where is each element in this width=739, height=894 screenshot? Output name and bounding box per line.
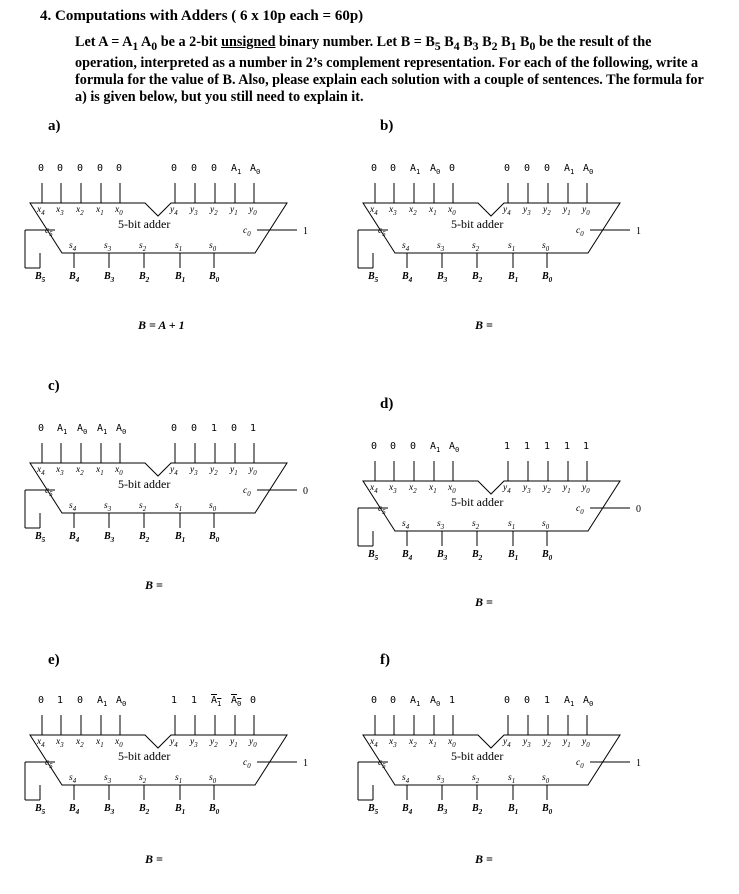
- x-input-value: 0: [77, 163, 84, 174]
- y-pin-label: $y_3$: [523, 483, 531, 495]
- y-pin-label: $y_3$: [190, 737, 198, 749]
- x-pin-label: $x_0$: [448, 737, 456, 749]
- adder-diagram-a: [0, 156, 308, 332]
- x-pin-label: $x_0$: [448, 205, 456, 217]
- y-input-value: 0: [231, 423, 238, 434]
- y-pin-label: $y_1$: [230, 737, 238, 749]
- y-pin-label: $y_2$: [210, 205, 218, 217]
- y-input-value: $A_0$: [583, 163, 594, 176]
- c5-pin-label: $c_5$: [378, 226, 386, 238]
- x-input-value: 0: [371, 163, 378, 174]
- c0-pin-label: $c_0$: [576, 226, 584, 238]
- carry-in-value: 0: [303, 486, 308, 497]
- adder-title: 5-bit adder: [451, 217, 504, 231]
- output-label: $B_4$: [69, 531, 80, 544]
- carry-in-value: 1: [636, 758, 641, 769]
- y-pin-label: $y_4$: [503, 205, 511, 217]
- x-input-value: $A_1$: [97, 695, 108, 708]
- x-input-value: $A_1$: [97, 423, 108, 436]
- s-pin-label: $s_4$: [69, 773, 77, 785]
- y-input-value: 1: [564, 441, 571, 452]
- y-input-value: $A_0$: [583, 695, 594, 708]
- y-pin-label: $y_2$: [210, 465, 218, 477]
- x-pin-label: $x_2$: [76, 205, 84, 217]
- y-pin-label: $y_0$: [582, 483, 590, 495]
- y-input-value: 0: [191, 163, 198, 174]
- x-input-value: 0: [371, 441, 378, 452]
- output-label: $B_2$: [472, 549, 483, 562]
- y-pin-label: $y_1$: [230, 465, 238, 477]
- adder-diagram-f: [333, 688, 641, 866]
- carry-in-value: 1: [636, 226, 641, 237]
- adder-title: 5-bit adder: [451, 495, 504, 509]
- output-label: $B_4$: [69, 271, 80, 284]
- s-pin-label: $s_2$: [472, 773, 480, 785]
- output-label: $B_3$: [437, 549, 448, 562]
- y-input-value: 1: [211, 423, 218, 434]
- y-input-value: 1: [191, 695, 198, 706]
- s-pin-label: $s_0$: [542, 241, 550, 253]
- part-label-a: a): [48, 118, 61, 134]
- x-pin-label: $x_3$: [389, 205, 397, 217]
- x-pin-label: $x_4$: [370, 737, 378, 749]
- x-input-value: $A_0$: [116, 695, 127, 708]
- formula-text: B =: [475, 595, 493, 609]
- output-label: $B_2$: [139, 803, 150, 816]
- s-pin-label: $s_0$: [542, 519, 550, 531]
- s-pin-label: $s_4$: [402, 241, 410, 253]
- intro-line1-post: binary number. Let B = B: [275, 34, 435, 50]
- y-input-value: 0: [191, 423, 198, 434]
- c0-pin-label: $c_0$: [243, 758, 251, 770]
- s-pin-label: $s_3$: [437, 773, 445, 785]
- output-label: $B_5$: [35, 271, 46, 284]
- adder-diagram-d: [333, 434, 641, 609]
- output-label: $B_5$: [35, 803, 46, 816]
- output-label: $B_1$: [508, 271, 519, 284]
- x-pin-label: $x_4$: [37, 465, 45, 477]
- x-pin-label: $x_2$: [409, 483, 417, 495]
- y-pin-label: $y_1$: [230, 205, 238, 217]
- output-label: $B_2$: [472, 271, 483, 284]
- part-label-b: b): [380, 118, 394, 134]
- x-input-value: 0: [57, 163, 64, 174]
- s-pin-label: $s_4$: [69, 501, 77, 513]
- y-pin-label: $y_4$: [170, 737, 178, 749]
- x-input-value: 0: [38, 163, 45, 174]
- y-input-value: 1: [171, 695, 178, 706]
- output-label: $B_2$: [472, 803, 483, 816]
- y-input-value: $A_1$: [564, 163, 575, 176]
- x-pin-label: $x_1$: [96, 205, 104, 217]
- x-input-value: 0: [390, 163, 397, 174]
- intro-line1-pre: Let A = A: [75, 34, 133, 50]
- y-input-value: 0: [171, 423, 178, 434]
- y-pin-label: $y_0$: [249, 465, 257, 477]
- s-pin-label: $s_3$: [437, 241, 445, 253]
- y-pin-label: $y_2$: [543, 483, 551, 495]
- output-label: $B_4$: [402, 549, 413, 562]
- output-label: $B_5$: [368, 271, 379, 284]
- x-pin-label: $x_2$: [409, 737, 417, 749]
- output-label: $B_0$: [542, 549, 553, 562]
- adder-diagram-c: [0, 416, 308, 592]
- y-pin-label: $y_0$: [582, 205, 590, 217]
- x-input-value: 0: [38, 695, 45, 706]
- output-label: $B_4$: [402, 271, 413, 284]
- output-label: $B_5$: [368, 549, 379, 562]
- adder-title: 5-bit adder: [118, 217, 171, 231]
- y-input-value: 1: [544, 695, 551, 706]
- carry-in-value: 0: [636, 504, 641, 515]
- y-pin-label: $y_2$: [543, 737, 551, 749]
- x-pin-label: $x_4$: [370, 483, 378, 495]
- x-pin-label: $x_0$: [115, 737, 123, 749]
- y-pin-label: $y_1$: [563, 205, 571, 217]
- s-pin-label: $s_0$: [209, 501, 217, 513]
- c5-pin-label: $c_5$: [378, 504, 386, 516]
- y-input-value: 1: [250, 423, 257, 434]
- x-pin-label: $x_0$: [115, 465, 123, 477]
- x-pin-label: $x_3$: [389, 483, 397, 495]
- y-pin-label: $y_1$: [563, 483, 571, 495]
- formula-text: B =: [145, 578, 163, 592]
- y-input-value: 0: [211, 163, 218, 174]
- problem-heading: 4. Computations with Adders ( 6 x 10p each = 60p): [40, 8, 364, 24]
- s-pin-label: $s_1$: [508, 773, 516, 785]
- c5-pin-label: $c_5$: [378, 758, 386, 770]
- x-input-value: $A_0$: [77, 423, 88, 436]
- part-label-e: e): [48, 652, 60, 668]
- s-pin-label: $s_2$: [472, 519, 480, 531]
- output-label: $B_4$: [69, 803, 80, 816]
- output-label: $B_1$: [175, 531, 186, 544]
- x-input-value: $A_0$: [430, 163, 441, 176]
- y-input-value: 0: [250, 695, 257, 706]
- s-pin-label: $s_3$: [104, 773, 112, 785]
- y-input-value: 1: [524, 441, 531, 452]
- s-pin-label: $s_4$: [402, 519, 410, 531]
- adder-title: 5-bit adder: [451, 749, 504, 763]
- y-pin-label: $y_0$: [249, 205, 257, 217]
- carry-in-value: 1: [303, 758, 308, 769]
- carry-in-value: 1: [303, 226, 308, 237]
- s-pin-label: $s_4$: [402, 773, 410, 785]
- x-input-value: 1: [57, 695, 64, 706]
- y-input-value: $A_0$: [250, 163, 261, 176]
- y-input-value: $A_1$: [231, 163, 242, 176]
- c5-pin-label: $c_5$: [45, 758, 53, 770]
- x-pin-label: $x_4$: [37, 205, 45, 217]
- formula-text: B =: [475, 318, 493, 332]
- c0-pin-label: $c_0$: [576, 504, 584, 516]
- y-input-value: 1: [504, 441, 511, 452]
- output-label: $B_2$: [139, 531, 150, 544]
- intro-rest: be the result of the operation, interpreted as a number in 2’s complement representation. For each of the following, write a formula for the value of B. Also, please explain each solution with a couple of sentences. The formula for a) is given below, but you still need to explain it.: [75, 34, 704, 105]
- x-pin-label: $x_3$: [56, 737, 64, 749]
- part-label-f: f): [380, 652, 390, 668]
- part-label-d: d): [380, 396, 394, 412]
- x-input-value: 0: [449, 163, 456, 174]
- output-label: $B_0$: [209, 803, 220, 816]
- s-pin-label: $s_3$: [437, 519, 445, 531]
- x-pin-label: $x_1$: [96, 737, 104, 749]
- x-input-value: 0: [38, 423, 45, 434]
- y-input-value: 0: [171, 163, 178, 174]
- y-pin-label: $y_4$: [503, 483, 511, 495]
- output-label: $B_5$: [35, 531, 46, 544]
- output-label: $B_2$: [139, 271, 150, 284]
- y-input-value: 1: [583, 441, 590, 452]
- x-pin-label: $x_4$: [37, 737, 45, 749]
- formula-text: B =: [145, 852, 163, 866]
- c0-pin-label: $c_0$: [576, 758, 584, 770]
- output-label: $B_1$: [175, 803, 186, 816]
- formula-text: B =: [475, 852, 493, 866]
- x-pin-label: $x_1$: [429, 483, 437, 495]
- x-input-value: $A_0$: [430, 695, 441, 708]
- y-input-value: 1: [544, 441, 551, 452]
- y-pin-label: $y_2$: [210, 737, 218, 749]
- x-input-value: 0: [371, 695, 378, 706]
- x-pin-label: $x_3$: [56, 205, 64, 217]
- y-pin-label: $y_3$: [190, 465, 198, 477]
- x-pin-label: $x_2$: [409, 205, 417, 217]
- problem-statement: Let $A = A_1$ $A_0$ be a 2-bit unsigned binary number. Let $B = B_5$ $B_4$ $B_3$ $B_2$ $B_1$ $B_0$ be the result of the operation, interpreted as a number in 2’s complement representation. For each of the following, write a formula for the value of B. Also, please explain each solution with a couple of sentences. The formula for a) is given below, but you still need to explain it.: [75, 34, 704, 105]
- output-label: $B_0$: [542, 803, 553, 816]
- c5-pin-label: $c_5$: [45, 486, 53, 498]
- adder-diagram-e: [0, 688, 308, 866]
- intro-unsigned: unsigned: [221, 34, 276, 50]
- x-pin-label: $x_1$: [429, 205, 437, 217]
- x-input-value: 0: [390, 441, 397, 452]
- s-pin-label: $s_2$: [139, 773, 147, 785]
- output-label: $B_1$: [175, 271, 186, 284]
- x-pin-label: $x_2$: [76, 465, 84, 477]
- output-label: $B_0$: [542, 271, 553, 284]
- s-pin-label: $s_3$: [104, 501, 112, 513]
- s-pin-label: $s_2$: [139, 501, 147, 513]
- output-label: $B_1$: [508, 549, 519, 562]
- x-input-value: 0: [390, 695, 397, 706]
- x-input-value: 0: [116, 163, 123, 174]
- x-pin-label: $x_2$: [76, 737, 84, 749]
- y-input-value: 0: [504, 695, 511, 706]
- y-input-value: 0: [524, 163, 531, 174]
- part-label-c: c): [48, 378, 60, 394]
- s-pin-label: $s_1$: [508, 519, 516, 531]
- s-pin-label: $s_0$: [209, 241, 217, 253]
- x-input-value: 0: [97, 163, 104, 174]
- c5-pin-label: $c_5$: [45, 226, 53, 238]
- output-label: $B_3$: [437, 271, 448, 284]
- s-pin-label: $s_2$: [139, 241, 147, 253]
- s-pin-label: $s_1$: [175, 241, 183, 253]
- y-input-value: 0: [504, 163, 511, 174]
- c0-pin-label: $c_0$: [243, 486, 251, 498]
- output-label: $B_3$: [104, 271, 115, 284]
- y-pin-label: $y_1$: [563, 737, 571, 749]
- x-pin-label: $x_4$: [370, 205, 378, 217]
- y-pin-label: $y_4$: [170, 205, 178, 217]
- output-label: $B_3$: [437, 803, 448, 816]
- y-input-value: 0: [544, 163, 551, 174]
- s-pin-label: $s_1$: [175, 501, 183, 513]
- y-input-value: 0: [524, 695, 531, 706]
- s-pin-label: $s_0$: [542, 773, 550, 785]
- adder-title: 5-bit adder: [118, 477, 171, 491]
- s-pin-label: $s_0$: [209, 773, 217, 785]
- s-pin-label: $s_2$: [472, 241, 480, 253]
- x-input-value: $A_0$: [449, 441, 460, 454]
- x-input-value: 1: [449, 695, 456, 706]
- y-pin-label: $y_2$: [543, 205, 551, 217]
- y-pin-label: $y_0$: [249, 737, 257, 749]
- x-input-value: $A_1$: [410, 695, 421, 708]
- x-input-value: $A_1$: [430, 441, 441, 454]
- y-pin-label: $y_3$: [523, 205, 531, 217]
- x-pin-label: $x_3$: [389, 737, 397, 749]
- output-label: $B_0$: [209, 531, 220, 544]
- y-pin-label: $y_4$: [503, 737, 511, 749]
- output-label: $B_1$: [508, 803, 519, 816]
- y-input-value: $A_1$: [211, 695, 222, 708]
- formula-text: B = A + 1: [138, 318, 185, 332]
- x-input-value: $A_1$: [57, 423, 68, 436]
- x-pin-label: $x_1$: [429, 737, 437, 749]
- y-input-value: $A_1$: [564, 695, 575, 708]
- output-label: $B_4$: [402, 803, 413, 816]
- y-pin-label: $y_0$: [582, 737, 590, 749]
- adder-title: 5-bit adder: [118, 749, 171, 763]
- x-pin-label: $x_1$: [96, 465, 104, 477]
- output-label: $B_0$: [209, 271, 220, 284]
- y-pin-label: $y_3$: [190, 205, 198, 217]
- s-pin-label: $s_3$: [104, 241, 112, 253]
- output-label: $B_3$: [104, 531, 115, 544]
- adder-diagram-b: [333, 156, 641, 332]
- s-pin-label: $s_4$: [69, 241, 77, 253]
- intro-line1-mid: be a 2-bit: [157, 34, 222, 50]
- x-pin-label: $x_3$: [56, 465, 64, 477]
- y-input-value: $A_0$: [231, 695, 242, 708]
- output-label: $B_5$: [368, 803, 379, 816]
- y-pin-label: $y_4$: [170, 465, 178, 477]
- output-label: $B_3$: [104, 803, 115, 816]
- c0-pin-label: $c_0$: [243, 226, 251, 238]
- x-input-value: $A_0$: [116, 423, 127, 436]
- s-pin-label: $s_1$: [508, 241, 516, 253]
- x-pin-label: $x_0$: [448, 483, 456, 495]
- x-input-value: $A_1$: [410, 163, 421, 176]
- x-input-value: 0: [77, 695, 84, 706]
- y-pin-label: $y_3$: [523, 737, 531, 749]
- x-input-value: 0: [410, 441, 417, 452]
- s-pin-label: $s_1$: [175, 773, 183, 785]
- x-pin-label: $x_0$: [115, 205, 123, 217]
